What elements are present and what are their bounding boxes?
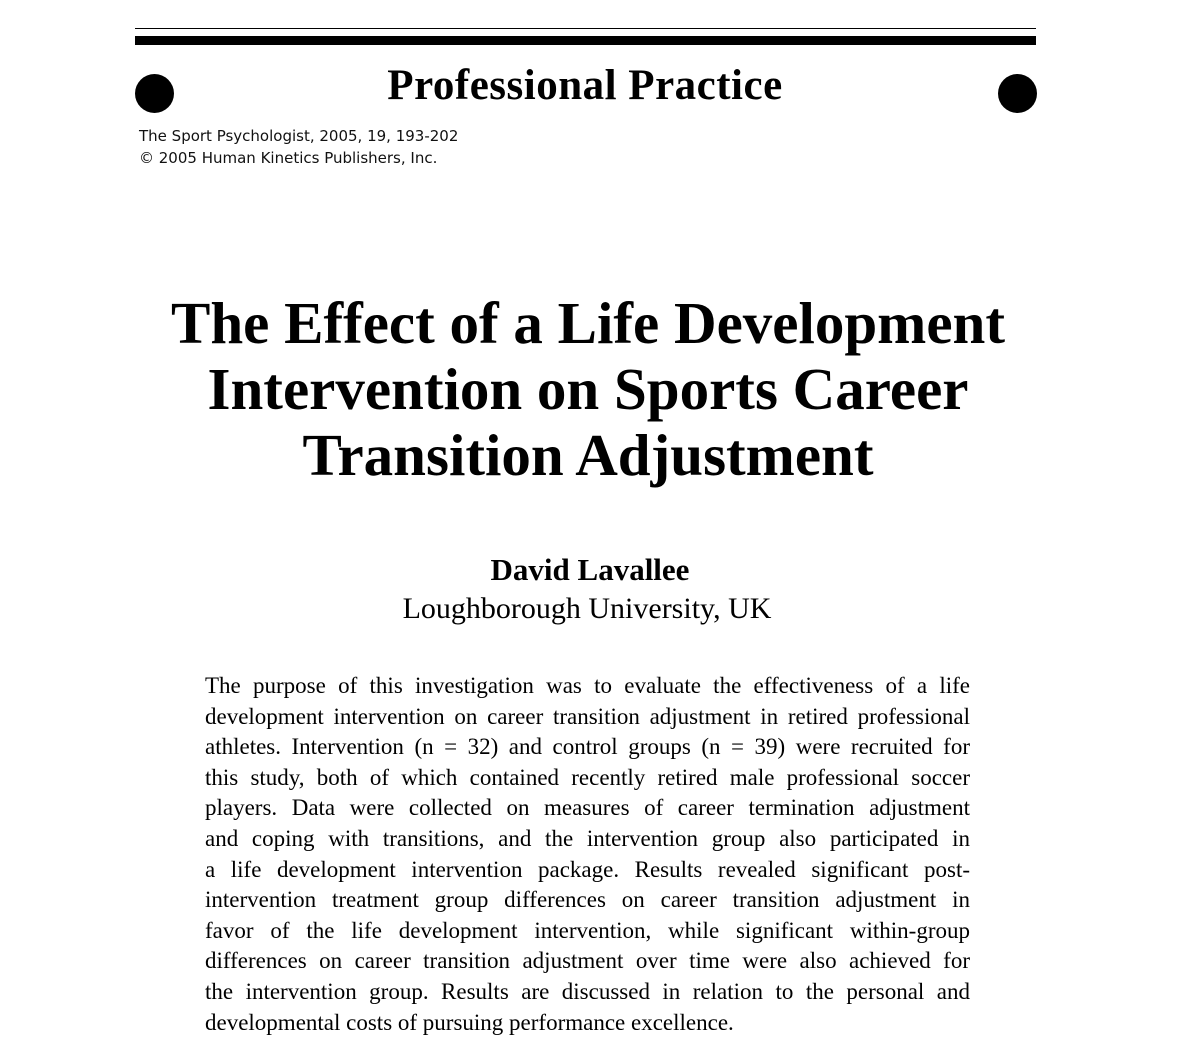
- journal-citation: The Sport Psychologist, 2005, 19, 193-202: [139, 127, 459, 145]
- abstract-line: this study, both of which contained recently retired male professional soccer: [205, 764, 970, 790]
- header-thin-rule: [135, 28, 1036, 29]
- abstract-line: development intervention on career transition adjustment in retired professional: [205, 703, 970, 729]
- abstract-line: the intervention group. Results are discussed in relation to the personal and: [205, 978, 970, 1004]
- header-thick-rule: [135, 36, 1036, 45]
- abstract-line: and coping with transitions, and the intervention group also participated in: [205, 825, 970, 851]
- abstract-line: differences on career transition adjustment over time were also achieved for: [205, 948, 970, 974]
- journal-info: [139, 125, 458, 169]
- abstract-line: athletes. Intervention (n = 32) and control groups (n = 39) were recruited for: [205, 734, 970, 760]
- abstract-line: intervention treatment group differences on career transition adjustment in: [205, 887, 970, 913]
- abstract-line: favor of the life development intervention, while significant within-group: [205, 917, 970, 943]
- author-name: David Lavallee: [490, 552, 690, 587]
- author-affiliation: Loughborough University, UK: [402, 592, 772, 625]
- abstract-line: developmental costs of pursuing performance excellence.: [205, 1009, 734, 1035]
- title-line: The Effect of a Life Development: [171, 290, 1005, 356]
- abstract-line: The purpose of this investigation was to evaluate the effectiveness of a life: [205, 673, 970, 698]
- copyright-notice: © 2005 Human Kinetics Publishers, Inc.: [139, 149, 438, 167]
- title-line: Transition Adjustment: [302, 422, 874, 488]
- abstract: [205, 671, 970, 1038]
- abstract-line: players. Data were collected on measures of career termination adjustment: [205, 795, 970, 821]
- section-heading: Professional Practice: [387, 62, 783, 109]
- article-title: [0, 290, 1176, 488]
- title-line: Intervention on Sports Career: [207, 356, 969, 422]
- abstract-line: a life development intervention package. Results revealed significant post-: [205, 856, 970, 882]
